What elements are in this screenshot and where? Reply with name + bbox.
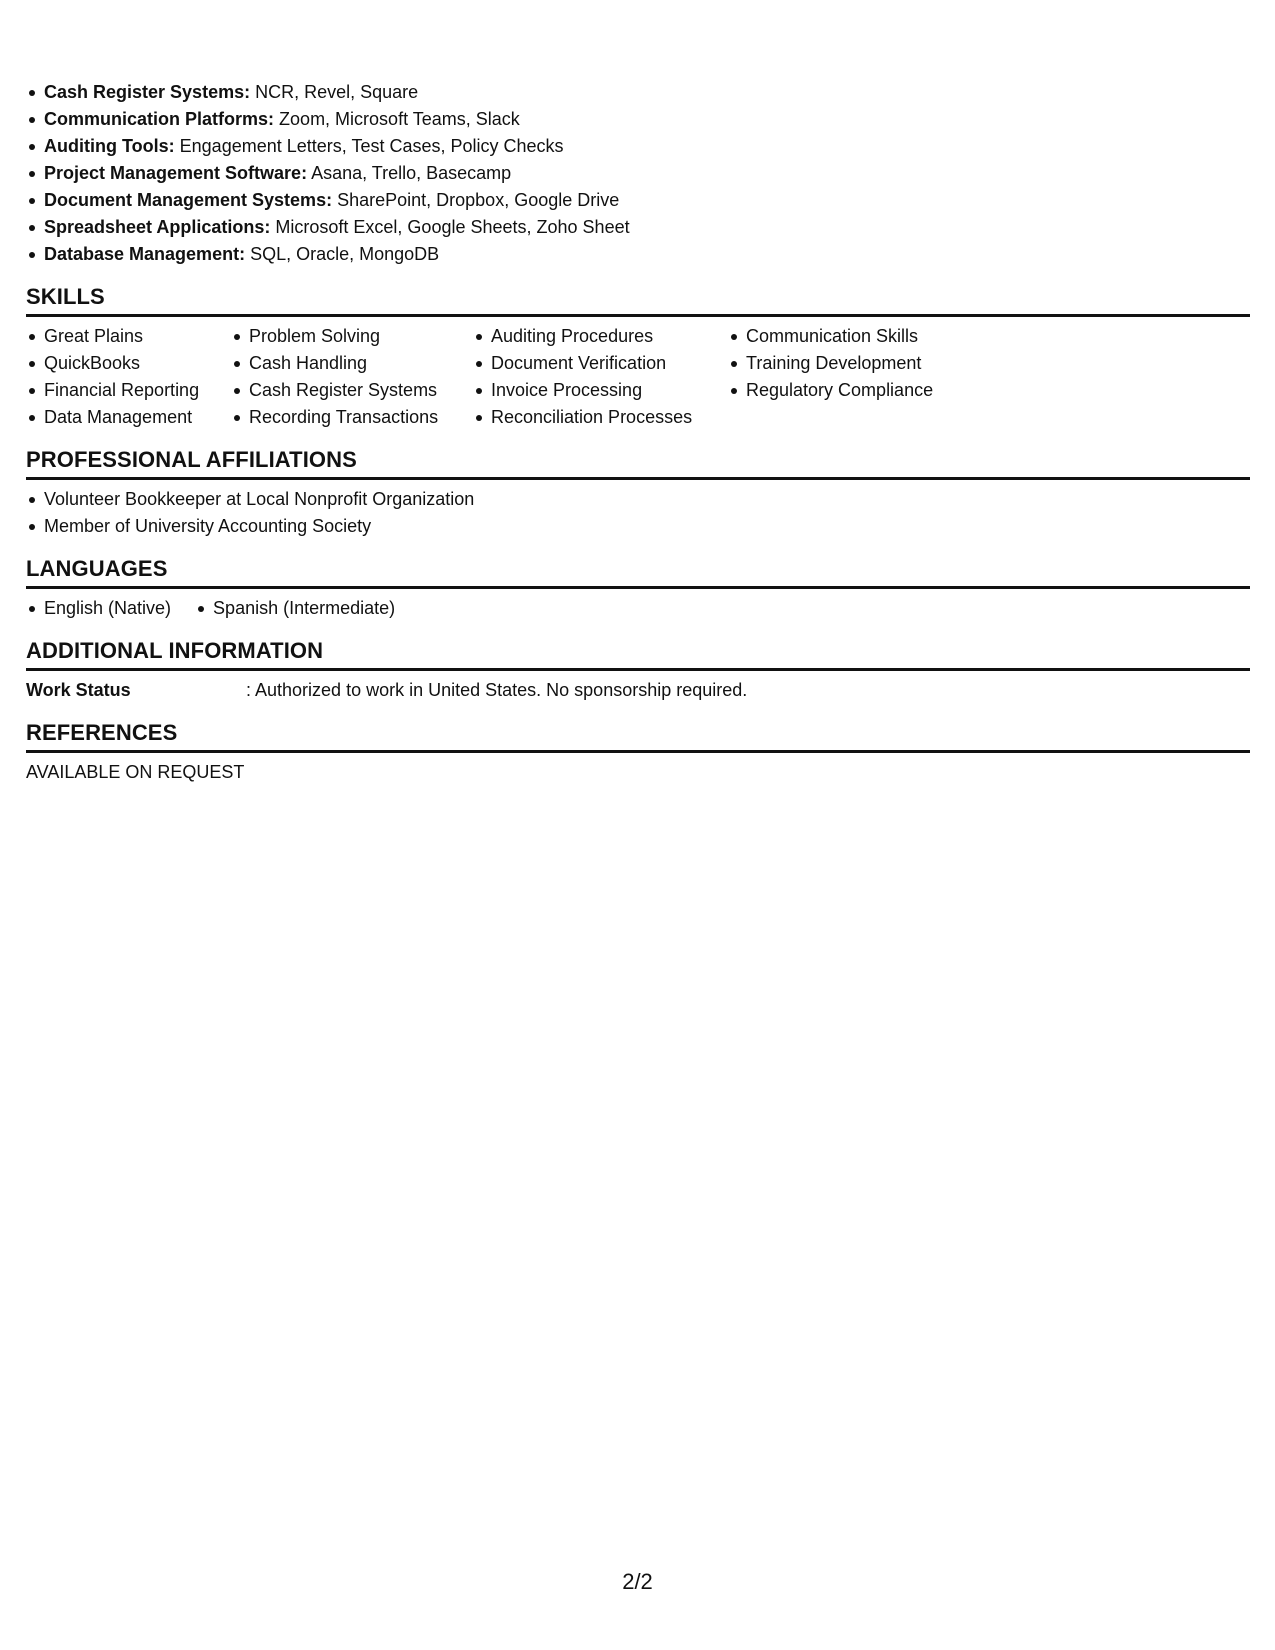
tool-item (26, 160, 1250, 187)
languages-section (26, 555, 1250, 622)
skills-column (231, 323, 473, 431)
work-status-row (26, 671, 1250, 704)
tool-category: Auditing Tools: (44, 136, 175, 156)
additional-info-heading: ADDITIONAL INFORMATION (26, 637, 1250, 671)
affiliation-item: Member of University Accounting Society (26, 513, 1250, 540)
tool-values: Microsoft Excel, Google Sheets, Zoho Sheet (275, 217, 630, 237)
skill-item: Document Verification (473, 350, 728, 377)
skills-column (473, 323, 728, 431)
resume-content (26, 79, 1250, 786)
languages-list (26, 589, 1250, 622)
tool-values: Engagement Letters, Test Cases, Policy Checks (179, 136, 564, 156)
tool-item (26, 133, 1250, 160)
skill-item: Communication Skills (728, 323, 968, 350)
languages-heading: LANGUAGES (26, 555, 1250, 589)
tool-values: Zoom, Microsoft Teams, Slack (279, 109, 520, 129)
work-status-value: : Authorized to work in United States. No sponsorship required. (246, 680, 748, 700)
tool-category: Project Management Software: (44, 163, 308, 183)
skill-item: Auditing Procedures (473, 323, 728, 350)
references-heading: REFERENCES (26, 719, 1250, 753)
skills-column (26, 323, 231, 431)
tool-values: NCR, Revel, Square (255, 82, 419, 102)
tool-category: Communication Platforms: (44, 109, 275, 129)
tool-values: Asana, Trello, Basecamp (311, 163, 512, 183)
skill-item: Cash Handling (231, 350, 473, 377)
skill-item: Data Management (26, 404, 231, 431)
skill-item: Financial Reporting (26, 377, 231, 404)
tool-category: Spreadsheet Applications: (44, 217, 271, 237)
skill-item: QuickBooks (26, 350, 231, 377)
skill-item: Great Plains (26, 323, 231, 350)
skill-item: Regulatory Compliance (728, 377, 968, 404)
affiliations-section (26, 446, 1250, 540)
skill-item: Recording Transactions (231, 404, 473, 431)
skill-item: Problem Solving (231, 323, 473, 350)
tool-item (26, 187, 1250, 214)
references-text: AVAILABLE ON REQUEST (26, 762, 245, 782)
page-number: 2/2 (622, 1569, 653, 1594)
tool-item (26, 79, 1250, 106)
skills-heading: SKILLS (26, 283, 1250, 317)
language-item: Spanish (Intermediate) (195, 595, 395, 622)
affiliations-heading: PROFESSIONAL AFFILIATIONS (26, 446, 1250, 480)
tool-category: Database Management: (44, 244, 246, 264)
skill-item: Invoice Processing (473, 377, 728, 404)
skill-item: Training Development (728, 350, 968, 377)
tool-values: SQL, Oracle, MongoDB (250, 244, 440, 264)
work-status-label: Work Status (26, 680, 131, 700)
affiliations-list (26, 480, 1250, 540)
tool-item (26, 214, 1250, 241)
affiliation-item: Volunteer Bookkeeper at Local Nonprofit Organization (26, 486, 1250, 513)
tool-item (26, 106, 1250, 133)
skills-section (26, 283, 1250, 431)
skills-grid (26, 317, 1250, 431)
skill-item: Reconciliation Processes (473, 404, 728, 431)
tool-item (26, 241, 1250, 268)
language-item: English (Native) (26, 595, 171, 622)
skills-column (728, 323, 968, 431)
tool-category: Cash Register Systems: (44, 82, 251, 102)
references-section (26, 719, 1250, 786)
tool-values: SharePoint, Dropbox, Google Drive (337, 190, 620, 210)
additional-info-section (26, 637, 1250, 704)
tool-category: Document Management Systems: (44, 190, 333, 210)
skill-item: Cash Register Systems (231, 377, 473, 404)
tools-list (26, 79, 1250, 268)
